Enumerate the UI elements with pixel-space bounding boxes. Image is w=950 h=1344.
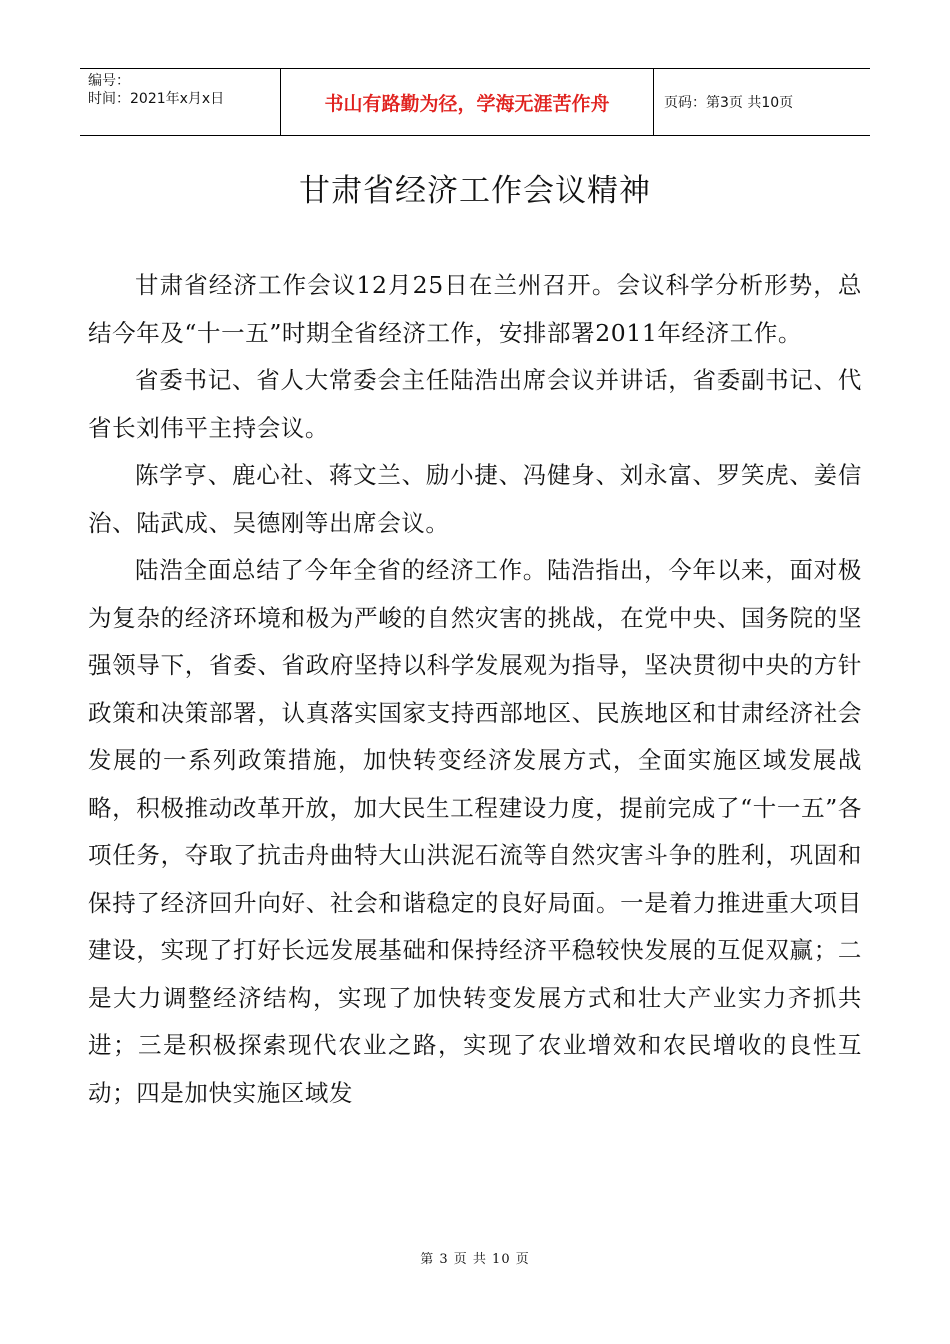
document-time-label: 时间：2021年x月x日 [88,91,225,107]
paragraph: 省委书记、省人大常委会主任陆浩出席会议并讲话，省委副书记、代省长刘伟平主持会议。 [88,366,862,442]
document-number-label: 编号： [88,73,130,89]
header-page-info: 页码：第3页 共10页 [664,95,794,111]
paragraph: 陈学亨、鹿心社、蒋文兰、励小捷、冯健身、刘永富、罗笑虎、姜信治、陆武成、吴德刚等出席会议。 [88,461,862,537]
document-title: 甘肃省经济工作会议精神 [299,173,651,209]
document-body [88,262,862,1117]
paragraph: 陆浩全面总结了今年全省的经济工作。陆浩指出，今年以来，面对极为复杂的经济环境和极为严峻的自然灾害的挑战，在党中央、国务院的坚强领导下，省委、省政府坚持以科学发展观为指导，坚决贯彻中央的方针政策和决策部署，认真落实国家支持西部地区、民族地区和甘肃经济社会发展的一系列政策措施，加快转变经济发展方式，全面实施区域发展战略，积极推动改革开放，加大民生工程建设力度，提前完成了“十一五”各项任务，夺取了抗击舟曲特大山洪泥石流等自然灾害斗争的胜利，巩固和保持了经济回升向好、社会和谐稳定的良好局面。一是着力推进重大项目建设，实现了打好长远发展基础和保持经济平稳较快发展的互促双赢；二是大力调整经济结构，实现了加快转变发展方式和壮大产业实力齐抓共进；三是积极探索现代农业之路，实现了农业增效和农民增收的良性互动；四是加快实施区域发 [88,556,862,1107]
header-page-cell [654,69,870,135]
header-motto-cell [281,69,654,135]
page-header [80,68,870,136]
paragraph: 甘肃省经济工作会议12月25日在兰州召开。会议科学分析形势，总结今年及“十一五”时期全省经济工作，安排部署2011年经济工作。 [88,271,862,347]
header-motto: 书山有路勤为径，学海无涯苦作舟 [324,92,610,115]
page-footer: 第 3 页 共 10 页 [420,1252,530,1267]
header-meta-cell [80,69,281,135]
